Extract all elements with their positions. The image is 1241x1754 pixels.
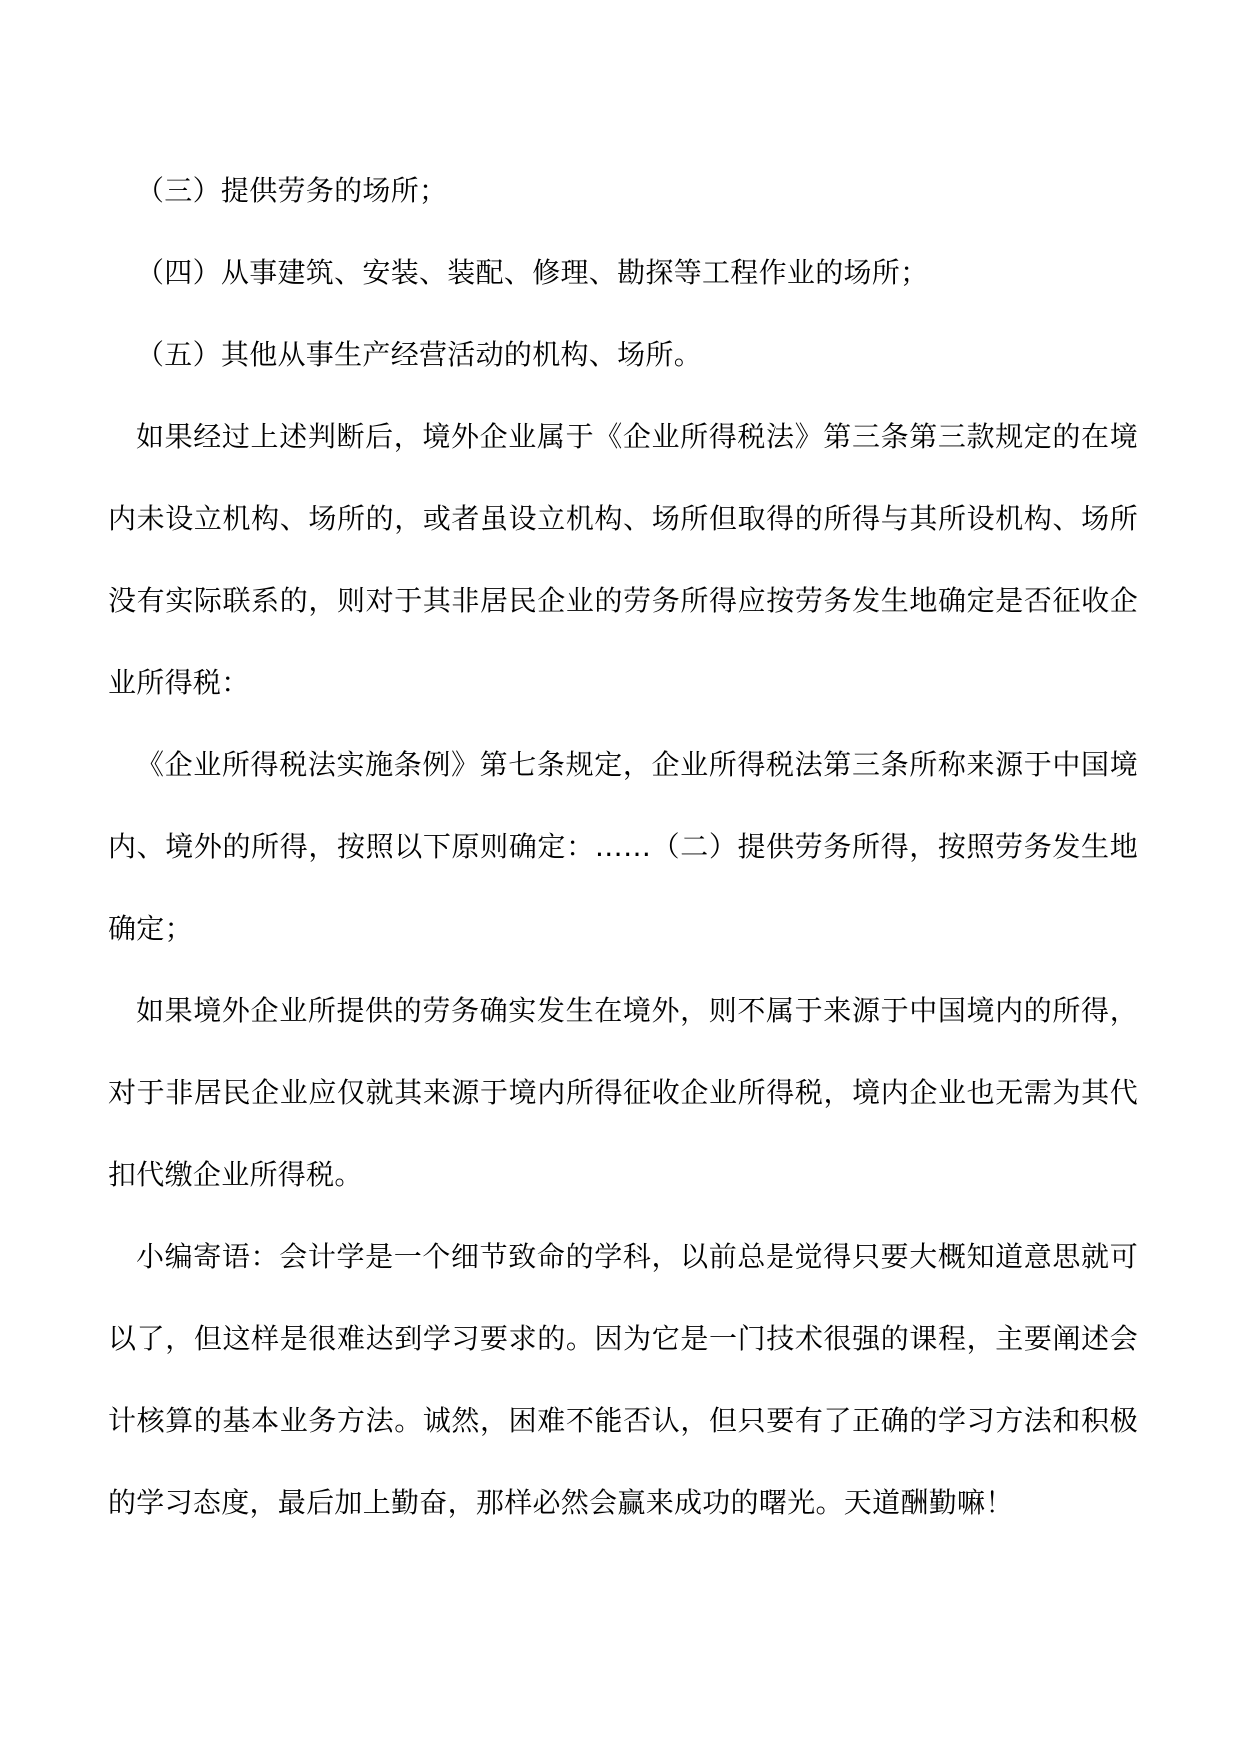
document-body <box>108 150 1138 1544</box>
paragraph-regulation: 《企业所得税法实施条例》第七条规定，企业所得税法第三条所称来源于中国境内、境外的所得，按照以下原则确定：……（二）提供劳务所得，按照劳务发生地确定； <box>108 748 1138 945</box>
list-item-4: （四）从事建筑、安装、装配、修理、勘探等工程作业的场所； <box>136 256 929 289</box>
paragraph-conclusion: 如果境外企业所提供的劳务确实发生在境外，则不属于来源于中国境内的所得，对于非居民企业应仅就其来源于境内所得征收企业所得税，境内企业也无需为其代扣代缴企业所得税。 <box>108 994 1138 1191</box>
list-item-3: （三）提供劳务的场所； <box>136 174 448 207</box>
paragraph-judgment: 如果经过上述判断后，境外企业属于《企业所得税法》第三条第三款规定的在境内未设立机构、场所的，或者虽设立机构、场所但取得的所得与其所设机构、场所没有实际联系的，则对于其非居民企业的劳务所得应按劳务发生地确定是否征收企业所得税： <box>108 420 1138 699</box>
list-item-5: （五）其他从事生产经营活动的机构、场所。 <box>136 338 703 371</box>
paragraph-editor-note: 小编寄语：会计学是一个细节致命的学科，以前总是觉得只要大概知道意思就可以了，但这样是很难达到学习要求的。因为它是一门技术很强的课程，主要阐述会计核算的基本业务方法。诚然，困难不能否认，但只要有了正确的学习方法和积极的学习态度，最后加上勤奋，那样必然会赢来成功的曙光。天道酬勤嘛！ <box>108 1240 1138 1519</box>
